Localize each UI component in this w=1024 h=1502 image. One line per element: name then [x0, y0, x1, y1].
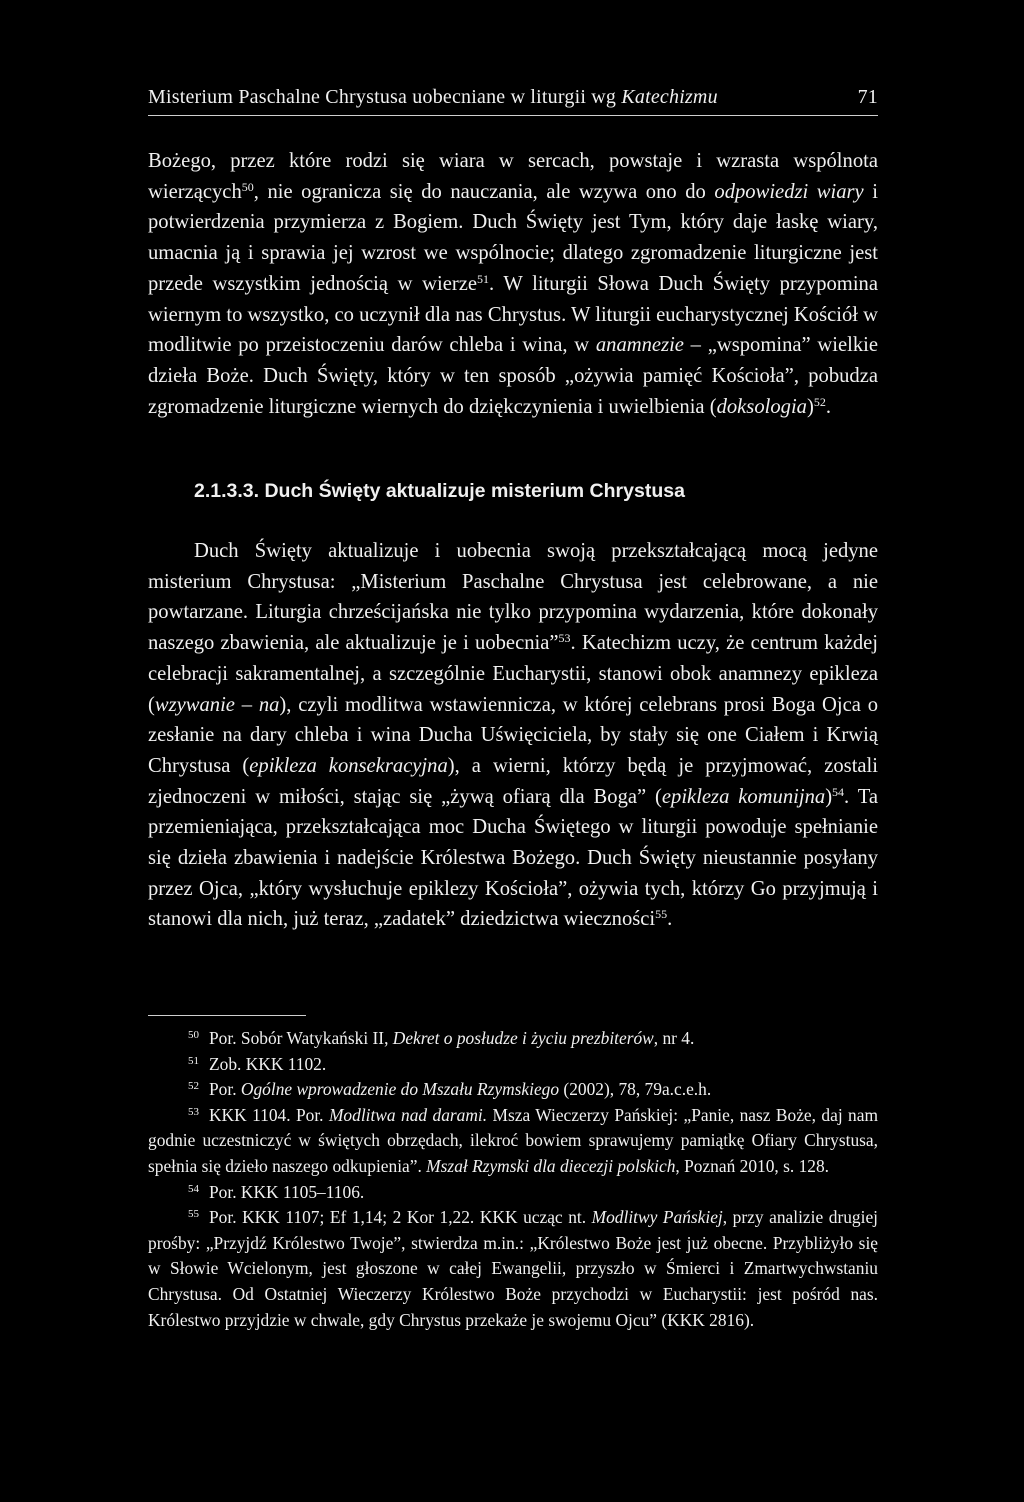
page-number: 71 [857, 86, 878, 108]
body-paragraph-2: Duch Święty aktualizuje i uobecnia swoją przekształcającą mocą jedyne misterium Chrystusa: „Misterium Paschalne Chrystusa jest celebrowane, a nie powtarzane. Liturgia chrześcijańska nie tylko przypomina wydarzenia, które dokonały naszego zbawienia, ale aktualizuje je i uobecnia”$^{53}$. Katechizm uczy, że centrum każdej celebracji sakramentalnej, a szczególnie Eucharystii, stanowi obok anamnezy epikleza (wzywanie – na), czyli modlitwa wstawiennicza, w której celebrans prosi Boga Ojca o zesłanie na dary chleba i wina Ducha Uświęciciela, by stały się one Ciałem i Krwią Chrystusa (epikleza konsekracyjna), a wierni, którzy będą je przyjmować, zostali zjednoczeni w miłości, stając się „żywą ofiarą dla Boga” (epikleza komunijna)$^{54}$. Ta przemieniająca, przekształcająca moc Ducha Świętego w liturgii powoduje spełnianie się dzieła zbawienia i nadejście Królestwa Bożego. Duch Święty nieustannie posyłany przez Ojca, „który wysłuchuje epiklezy Kościoła”, ożywia tych, którzy Go przyjmują i stanowi dla nich, już teraz, „zadatek” dziedzictwa wieczności$^{55}$. [148, 540, 879, 931]
body-paragraph-1: Bożego, przez które rodzi się wiara w sercach, powstaje i wzrasta wspólnota wierzących$^{50}$, nie ogranicza się do nauczania, ale wzywa ono do odpowiedzi wiary i potwierdzenia przymierza z Bogiem. Duch Święty jest Tym, który daje łaskę wiary, umacnia ją i sprawia jej wzrost we wspólnocie; dlatego zgromadzenie liturgiczne jest przede wszystkim jednością w wierze$^{51}$. W liturgii Słowa Duch Święty przypomina wiernym to wszystko, co uczynił dla nas Chrystus. W liturgii eucharystycznej Kościół w modlitwie po przeistoczeniu darów chleba i wina, w anamnezie – „wspomina” wielkie dzieła Boże. Duch Święty, który w ten sposób „ożywia pamięć Kościoła”, pobudza zgromadzenie liturgiczne wiernych do dziękczynienia i uwielbienia (doksologia)$^{52}$. [148, 150, 879, 418]
footnote-ref-53: 53 [558, 631, 571, 646]
footnote-separator [148, 1015, 306, 1016]
running-header-title: Misterium Paschalne Chrystusa uobecniane w liturgii wg Katechizmu [148, 86, 718, 108]
footnotes [148, 1026, 878, 1333]
footnote-52: $^{52}$ Por. Ogólne wprowadzenie do Mszału Rzymskiego (2002), 78, 79a.c.e.h. [188, 1079, 712, 1100]
footnote-ref-54: 54 [832, 784, 845, 799]
footnote-ref-51: 51 [477, 271, 490, 286]
running-header [148, 86, 878, 116]
footnote-ref-52: 52 [813, 394, 826, 409]
footnote-54: $^{54}$ Por. KKK 1105–1106. [188, 1181, 365, 1202]
footnote-ref-50: 50 [241, 179, 254, 194]
footnote-50: $^{50}$ Por. Sobór Watykański II, Dekret o posłudze i życiu prezbiterów, nr 4. [188, 1028, 695, 1048]
footnote-51: $^{51}$ Zob. KKK 1102. [188, 1053, 327, 1074]
footnote-ref-55: 55 [655, 907, 668, 922]
footnote-55: $^{55}$ Por. KKK 1107; Ef 1,14; 2 Kor 1,22. KKK ucząc nt. Modlitwy Pańskiej, przy analizie drugiej prośby: „Przyjdź Królestwo Twoje”, stwierdza m.in.: „Królestwo Boże jest już obecne. Przybliżyło się w Słowie Wcielonym, jest głoszone w całej Ewangelii, przyszło w Śmierci i Zmartwychwstaniu Chrystusa. Od Ostatniej Wieczerzy Królestwo Boże przychodzi w Eucharystii: jest pośród nas. Królestwo przyjdzie w chwale, gdy Chrystus przekaże je swojemu Ojcu” (KKK 2816). [148, 1207, 879, 1330]
footnote-53: $^{53}$ KKK 1104. Por. Modlitwa nad darami. Msza Wieczerzy Pańskiej: „Panie, nasz Boże, daj nam godnie uczestniczyć w świętych obrzędach, ilekroć bowiem sprawujemy pamiątkę Ofiary Chrystusa, spełnia się dzieło naszego odkupienia”. Mszał Rzymski dla diecezji polskich, Poznań 2010, s. 128. [148, 1104, 878, 1176]
section-heading: 2.1.3.3. Duch Święty aktualizuje misterium Chrystusa [194, 480, 685, 502]
